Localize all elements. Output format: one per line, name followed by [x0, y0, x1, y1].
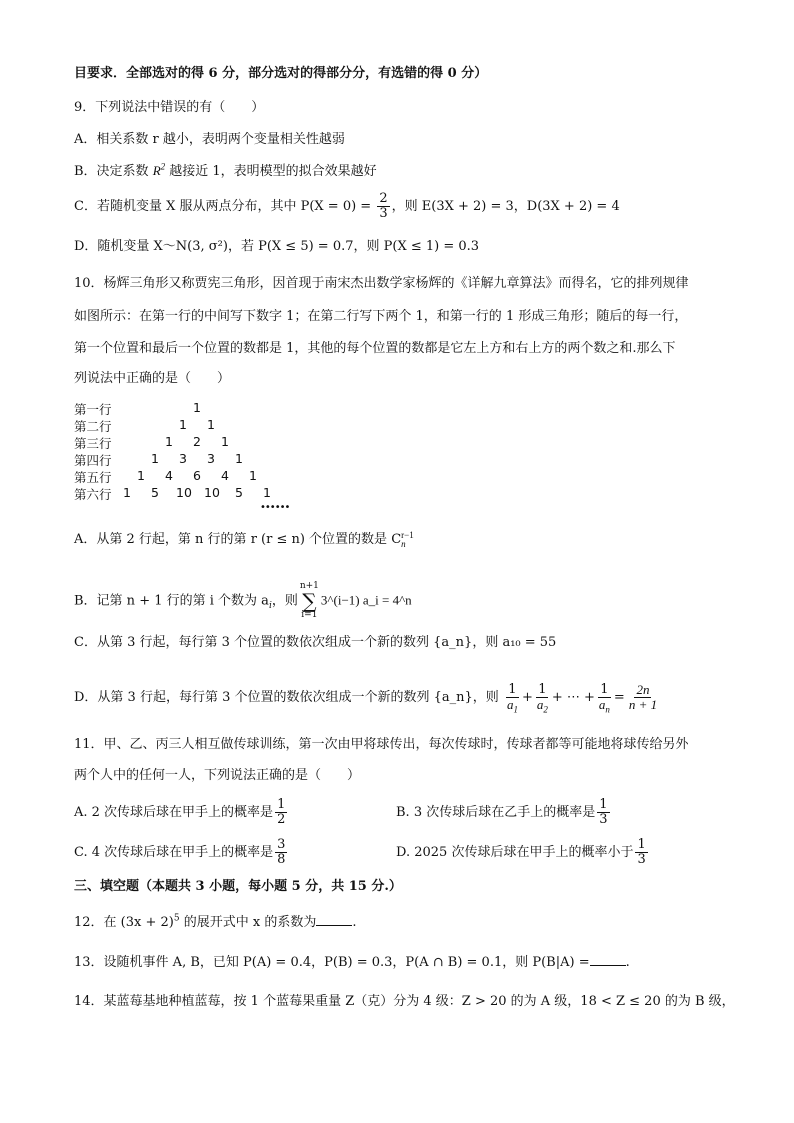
section3-heading: 三、填空题（本题共 3 小题，每小题 5 分，共 15 分.）: [74, 879, 402, 894]
triangle-number: 6: [193, 468, 201, 483]
q10-stem-line3: 第一个位置和最后一个位置的数都是 1，其他的每个位置的数都是它左上方和右上方的两个数之和.那么下: [74, 341, 676, 356]
q13: 13．设随机事件 A, B，已知 P(A) = 0.4，P(B) = 0.3，P(A ∩ B) = 0.1，则 P(B|A) = .: [74, 955, 630, 970]
q10-option-a: [74, 530, 414, 550]
q13-text: 13．设随机事件 A, B，已知 P(A) = 0.4，P(B) = 0.3，P(A ∩ B) = 0.1，则 P(B|A) =: [74, 955, 590, 970]
q11-option-a: [74, 798, 289, 827]
q10-stem-line2: 如图所示：在第一行的中间写下数字 1；在第二行写下两个 1，和第一行的 1 形成三角形；随后的每一行，: [74, 309, 688, 324]
q11-c-frac: $\frac{3}{8}$: [277, 837, 286, 867]
q12-pre: 12．在 (3x + 2): [74, 915, 174, 930]
q11-option-c: [74, 838, 289, 867]
triangle-number: 1: [249, 468, 257, 483]
triangle-row: [74, 417, 374, 434]
q11-stem-line1: 11．甲、乙、丙三人相互做传球训练，第一次由甲将球传出，每次传球时，传球者都等可能地将球传给另外: [74, 737, 689, 752]
q11-stem-line2: 两个人中的任何一人，下列说法正确的是（ ）: [74, 768, 361, 783]
q11-d-frac: $\frac{1}{3}$: [637, 837, 646, 867]
triangle-number: 2: [193, 434, 201, 449]
q10-a-sup: r−1: [401, 529, 414, 540]
triangle-number: 1: [207, 417, 215, 432]
triangle-number: 1: [235, 451, 243, 466]
q10-d-rhs: [627, 683, 659, 712]
q9-c-pre: C．若随机变量 X 服从两点分布，其中 P(X = 0) =: [74, 199, 376, 214]
q10-b-post: 3^(i−1) a_i = 4^n: [320, 592, 412, 608]
triangle-number: 5: [235, 485, 243, 500]
q12-answer-blank[interactable]: [316, 913, 352, 926]
q10-stem-line1: 10．杨辉三角形又称贾宪三角形，因首现于南宋杰出数学家杨辉的《详解九章算法》而得名，它的排列规律: [74, 276, 689, 291]
triangle-number: 3: [179, 451, 187, 466]
summation-symbol: n+1 ∑ i=1: [299, 581, 319, 620]
triangle-row: [74, 400, 374, 417]
q11-d-text: D. 2025 次传球后球在甲手上的概率小于: [396, 845, 634, 860]
triangle-row: [74, 485, 374, 502]
triangle-number: 1: [165, 434, 173, 449]
triangle-row-label: 第六行: [74, 487, 112, 502]
triangle-row-label: 第四行: [74, 453, 112, 468]
triangle-row: [74, 434, 374, 451]
triangle-row-label: 第二行: [74, 419, 112, 434]
q14: 14．某蓝莓基地种植蓝莓，按 1 个蓝莓果重量 Z（克）分为 4 级：Z > 20 的为 A 级，18 < Z ≤ 20 的为 B 级，: [74, 994, 735, 1009]
q9-c-fraction: [377, 192, 389, 221]
q11-a-frac: $\frac{1}{2}$: [277, 797, 286, 827]
q9-option-b: [74, 161, 377, 182]
q10-d-frac-1: $\frac{1}{a_1}$: [506, 682, 518, 715]
q10-d-frac-n: $\frac{1}{a_n}$: [598, 682, 610, 715]
q10-d-dots: + ⋯ +: [551, 690, 595, 705]
q10-b-mid: ，则: [271, 593, 298, 609]
q9-option-c: [74, 192, 620, 221]
triangle-number: 1: [151, 451, 159, 466]
q13-answer-blank[interactable]: [590, 953, 626, 966]
triangle-number: 4: [221, 468, 229, 483]
q11-b-text: B. 3 次传球后球在乙手上的概率是: [396, 805, 596, 820]
q10-d-rhs-num: 2n: [636, 682, 650, 697]
triangle-row-label: 第五行: [74, 470, 112, 485]
triangle-number: 1: [193, 400, 201, 415]
q10-b-pre: B．记第 n + 1 行的第 i 个数为 a: [74, 593, 269, 609]
q10-option-c: C．从第 3 行起，每行第 3 个位置的数依次组成一个新的数列 {a_n}，则 a₁₀ = 55: [74, 635, 557, 650]
q9-c-frac-den: 3: [379, 206, 388, 221]
q11-a-text: A. 2 次传球后球在甲手上的概率是: [74, 805, 274, 820]
triangle-row-label: 第三行: [74, 436, 112, 451]
triangle-number: 1: [137, 468, 145, 483]
triangle-number: 1: [123, 485, 131, 500]
q10-stem-line4: 列说法中正确的是（ ）: [74, 371, 231, 386]
triangle-number: 5: [151, 485, 159, 500]
triangle-number: 1: [179, 417, 187, 432]
triangle-number: 1: [221, 434, 229, 449]
q9-option-d: D．随机变量 X～N(3, σ²)，若 P(X ≤ 5) = 0.7，则 P(X ≤ 1) = 0.3: [74, 239, 480, 254]
q9-c-frac-num: 2: [379, 191, 388, 206]
q9-c-post: ，则 E(3X + 2) = 3，D(3X + 2) = 4: [391, 199, 620, 214]
q9-option-a: A．相关系数 r 越小，表明两个变量相关性越弱: [74, 132, 345, 147]
triangle-ellipsis: ••••••: [260, 502, 290, 513]
q10-b-sub: i: [268, 601, 272, 612]
q9-b-pre: B．决定系数: [74, 164, 153, 179]
q10-d-frac-2: $\frac{1}{a_2}$: [536, 682, 548, 715]
q10-option-d: D．从第 3 行起，每行第 3 个位置的数依次组成一个新的数列 {a_n}，则 $\frac{1}{a_1}$ + $\frac{1}{a_2}$ + ⋯ + $\frac{1}{a_n}$ = $\frac{2n}{n + 1}$: [74, 682, 658, 715]
q12-exponent: 5: [173, 913, 180, 924]
q10-a-text: A．从第 2 行起，第 n 行的第 r (r ≤ n) 个位置的数是 C: [74, 532, 402, 547]
q10-d-pre: D．从第 3 行起，每行第 3 个位置的数依次组成一个新的数列 {a_n}，则: [74, 690, 499, 705]
q10-option-b: [74, 581, 412, 621]
triangle-number: 10: [204, 485, 220, 500]
q11-c-text: C. 4 次传球后球在甲手上的概率是: [74, 845, 274, 860]
q11-option-d: [396, 838, 650, 867]
triangle-row-label: 第一行: [74, 402, 112, 417]
triangle-number: 4: [165, 468, 173, 483]
q10-d-rhs-den: n + 1: [628, 697, 658, 712]
q9-b-post: 越接近 1，表明模型的拟合效果越好: [165, 164, 377, 179]
q10-a-sub: n: [401, 538, 406, 549]
q9-stem: 9．下列说法中错误的有（ ）: [74, 100, 265, 115]
sum-upper-limit: n+1: [299, 581, 319, 591]
q10-a-binomial-index: [401, 531, 414, 549]
q11-option-b: [396, 798, 612, 827]
triangle-row: [74, 451, 374, 468]
section-instruction: 目要求．全部选对的得 6 分，部分选对的得部分分，有选错的得 0 分）: [74, 66, 488, 81]
r-squared: $R^2$: [152, 161, 166, 178]
triangle-row: [74, 468, 374, 485]
q12: 12．在 $(3x + 2)^5$ 的展开式中 x 的系数为 .: [74, 913, 357, 930]
q11-b-frac: $\frac{1}{3}$: [599, 797, 608, 827]
triangle-number: 10: [176, 485, 192, 500]
q12-post: 的展开式中 x 的系数为: [179, 915, 317, 930]
yanghui-triangle: [74, 400, 374, 519]
triangle-number: 1: [263, 485, 271, 500]
triangle-number: 3: [207, 451, 215, 466]
sum-lower-limit: i=1: [301, 610, 318, 620]
